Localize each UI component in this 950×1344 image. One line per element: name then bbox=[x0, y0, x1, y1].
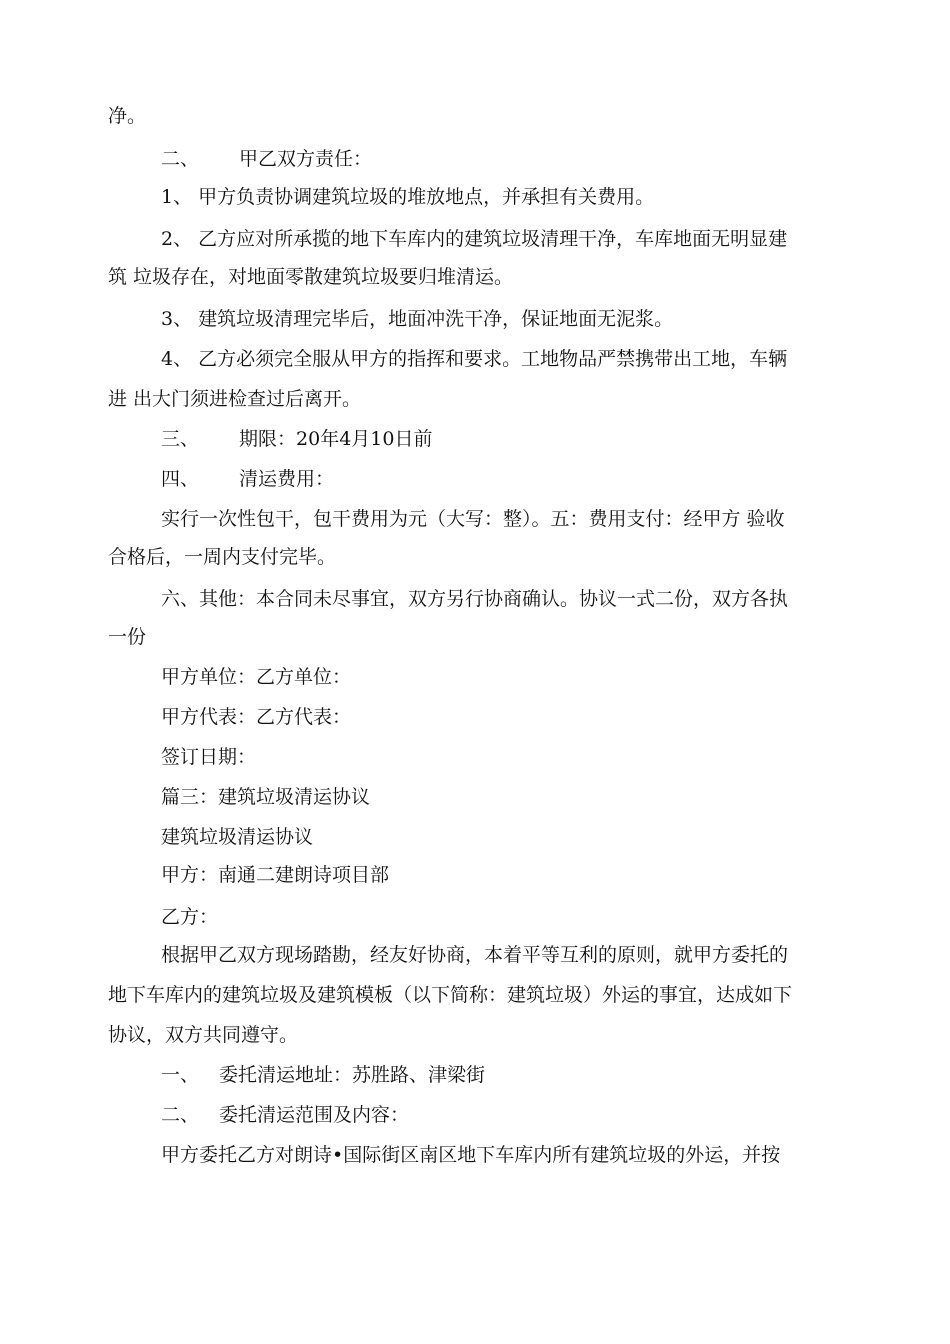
section-heading bbox=[161, 146, 372, 172]
text-line: 协议，双方共同遵守。 bbox=[108, 1024, 299, 1046]
text-line: 合格后，一周内支付完毕。 bbox=[108, 546, 337, 568]
text-line: 筑 垃圾存在，对地面零散建筑垃圾要归堆清运。 bbox=[108, 266, 514, 288]
text-line: 六、其他：本合同未尽事宜，双方另行协商确认。协议一式二份，双方各执 bbox=[161, 588, 789, 610]
section-title: 清运费用： bbox=[239, 468, 335, 490]
section-heading bbox=[161, 1102, 409, 1128]
section-number: 二、 bbox=[161, 148, 200, 170]
section-title: 期限：20年4月10日前 bbox=[239, 428, 433, 450]
text-line: 净。 bbox=[108, 105, 147, 127]
text-line: 甲方委托乙方对朗诗•国际街区南区地下车库内所有建筑垃圾的外运，并按 bbox=[161, 1144, 781, 1166]
section-heading bbox=[161, 466, 334, 492]
text-line: 签订日期： bbox=[161, 746, 257, 768]
document-title: 建筑垃圾清运协议 bbox=[161, 826, 314, 848]
party-a: 甲方：南通二建朗诗项目部 bbox=[161, 864, 390, 886]
section-heading bbox=[161, 426, 432, 452]
section-title: 甲乙双方责任： bbox=[239, 148, 373, 170]
text-line: 4、 乙方必须完全服从甲方的指挥和要求。工地物品严禁携带出工地，车辆 bbox=[161, 348, 788, 370]
text-line: 3、 建筑垃圾清理完毕后，地面冲洗干净，保证地面无泥浆。 bbox=[161, 308, 674, 330]
text-line: 实行一次性包干，包干费用为元（大写：整）。五：费用支付：经甲方 验收 bbox=[161, 508, 785, 530]
text-line: 进 出大门须进检查过后离开。 bbox=[108, 388, 362, 410]
party-b: 乙方： bbox=[161, 906, 219, 928]
section-heading bbox=[161, 1062, 485, 1088]
text-line: 甲方代表：乙方代表： bbox=[161, 706, 352, 728]
text-line: 甲方单位：乙方单位： bbox=[161, 666, 352, 688]
section-number: 四、 bbox=[161, 468, 200, 490]
text-line: 1、 甲方负责协调建筑垃圾的堆放地点，并承担有关费用。 bbox=[161, 186, 655, 208]
section-number: 二、 bbox=[161, 1104, 200, 1126]
text-line: 2、 乙方应对所承揽的地下车库内的建筑垃圾清理干净，车库地面无明显建 bbox=[161, 228, 788, 250]
section-title: 委托清运范围及内容： bbox=[219, 1104, 410, 1126]
text-line: 根据甲乙双方现场踏勘，经友好协商，本着平等互利的原则，就甲方委托的 bbox=[161, 944, 789, 966]
chapter-heading: 篇三：建筑垃圾清运协议 bbox=[161, 786, 371, 808]
text-line: 地下车库内的建筑垃圾及建筑模板（以下简称：建筑垃圾）外运的事宜，达成如下 bbox=[108, 984, 793, 1006]
text-line: 一份 bbox=[108, 626, 147, 648]
section-number: 三、 bbox=[161, 428, 200, 450]
section-title: 委托清运地址：苏胜路、津梁街 bbox=[219, 1064, 486, 1086]
section-number: 一、 bbox=[161, 1064, 200, 1086]
